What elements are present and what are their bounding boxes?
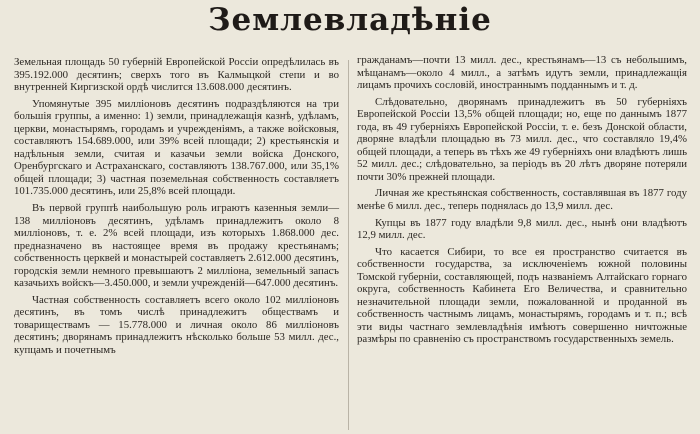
paragraph: Въ первой группѣ наибольшую роль играютъ казенныя земли—138 милліоновъ десятинъ, удѣламъ принадлежитъ около 8 милліоновъ, т. е. 2% всей площади, изъ которыхъ 1.868.000 дес. предназначено въ настоящее время въ продажу крестьянамъ; собственность церквей и монастырей составляетъ 2.612.000 десятинъ, городскія земли немного превышаютъ 2 милліона, земельный запасъ казачьихъ войскъ—3.450.000, и земли учрежденій—647.000 десятинъ.	[14, 202, 339, 290]
paragraph: Земельная площадь 50 губерній Европейской Россіи опредѣлилась въ 395.192.000 десятинъ; сверхъ того въ Калмыцкой степи и во внутренней Киргизской ордѣ числится 13.608.000 десятинъ.	[14, 56, 339, 94]
left-column	[14, 56, 339, 357]
right-column	[357, 54, 687, 346]
paragraph: Купцы въ 1877 году владѣли 9,8 милл. дес., нынѣ они владѣютъ 12,9 милл. дес.	[357, 216, 687, 242]
paragraph: гражданамъ—почти 13 милл. дес., крестьянамъ—13 съ небольшимъ, мѣщанамъ—около 4 милл., а затѣмъ идутъ земли, принадлежащія лицамъ прочихъ сословій, иностраннымъ подданнымъ и т. д.	[357, 54, 687, 92]
column-divider	[348, 60, 349, 430]
paragraph: Личная же крестьянская собственность, составлявшая въ 1877 году менѣе 6 милл. дес., теперь поднялась до 13,9 милл. дес.	[357, 187, 687, 213]
paragraph: Слѣдовательно, дворянамъ принадлежитъ въ 50 губерніяхъ Европейской Россіи 13,5% общей площади; но, еще по даннымъ 1877 года, въ 49 губерніяхъ Европейской Россіи, т. е. безъ Донской области, дворяне владѣли площадью въ 73 милл. дес., что составляло 19,4% общей площади, а теперь въ тѣхъ же 49 губерніяхъ они владѣютъ лишь 52 милл. дес.; слѣдовательно, за періодъ въ 20 лѣтъ дворяне потеряли почти 30% прежней площади.	[357, 95, 687, 183]
paragraph: Частная собственность составляетъ всего около 102 милліоновъ десятинъ, въ томъ числѣ принадлежитъ обществамъ и товариществамъ — 15.778.000 и личная около 86 милліоновъ десятинъ; дворянамъ принадлежитъ нѣсколько больше 53 милл. дес., купцамъ и почетнымъ	[14, 293, 339, 357]
paragraph: Что касается Сибири, то все ея пространство считается въ собственности государства, за исключеніемъ южной половины Томской губерніи, составляющей, подъ названіемъ Алтайскаго горнаго округа, собственность Кабинета Его Величества, и сравнительно незначительной площади земли, пожалованной и проданной въ собственность частнымъ лицамъ, монастырямъ, городамъ и т. п.; всѣ эти виды частнаго землевладѣнія имѣютъ совершенно ничтожные размѣры по сравненію съ пространствомъ государственныхъ земель.	[357, 245, 687, 346]
paragraph: Упомянутые 395 милліоновъ десятинъ подраздѣляются на три большія группы, а именно: 1) земли, принадлежащія казнѣ, удѣламъ, церкви, монастырямъ, городамъ и учрежденіямъ, а также войсковыя, составляютъ 154.689.000, или 39% всей площади; 2) крестьянскія и надѣльныя земли, считая и казачьи земли войска Донского, Оренбургскаго и Астраханскаго, составляютъ 138.767.000, или 35,1% общей площади; 3) частная поземельная собственность составляетъ 101.735.000 десятинъ, или 25,8% всей площади.	[14, 97, 339, 198]
page-title: Землевладѣніе	[208, 2, 492, 38]
